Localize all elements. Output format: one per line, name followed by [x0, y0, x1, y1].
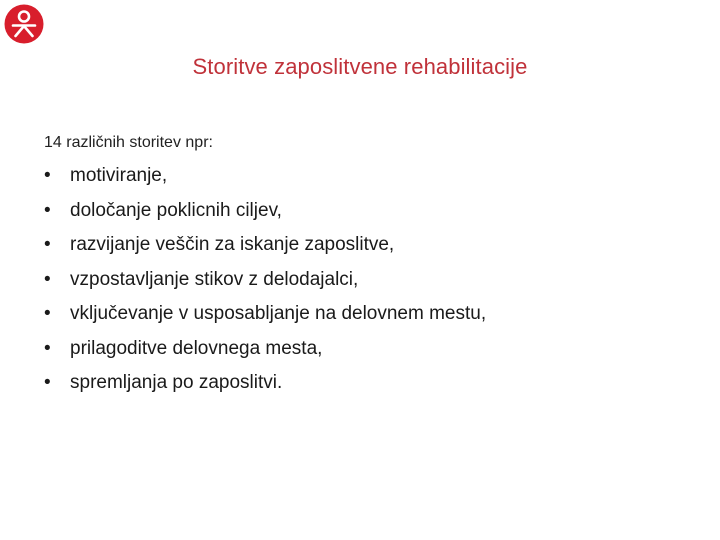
- intro-text: 14 različnih storitev npr:: [44, 134, 213, 151]
- list-item-text: vključevanje v usposabljanje na delovnem mestu,: [70, 303, 487, 324]
- list-item-text: motiviranje,: [70, 165, 168, 186]
- bullet-icon: •: [44, 268, 51, 290]
- bullet-icon: •: [44, 199, 51, 221]
- page-title: [0, 52, 720, 82]
- list-item-text: določanje poklicnih ciljev,: [70, 199, 282, 221]
- list-item-text: razvijanje veščin za iskanje zaposlitve,: [70, 234, 395, 255]
- bullet-icon: •: [44, 165, 51, 186]
- bullet-icon: •: [44, 372, 51, 393]
- bullet-icon: •: [44, 303, 51, 324]
- bullet-icon: •: [44, 234, 51, 255]
- page-title-text: Storitve zaposlitvene rehabilitacije: [192, 54, 528, 79]
- list-item-text: spremljanja po zaposlitvi.: [70, 372, 283, 393]
- employment-service-logo-icon: [4, 4, 44, 44]
- bullet-icon: •: [44, 337, 51, 359]
- list-item-text: prilagoditve delovnega mesta,: [70, 337, 323, 359]
- list-item-text: vzpostavljanje stikov z delodajalci,: [70, 268, 359, 290]
